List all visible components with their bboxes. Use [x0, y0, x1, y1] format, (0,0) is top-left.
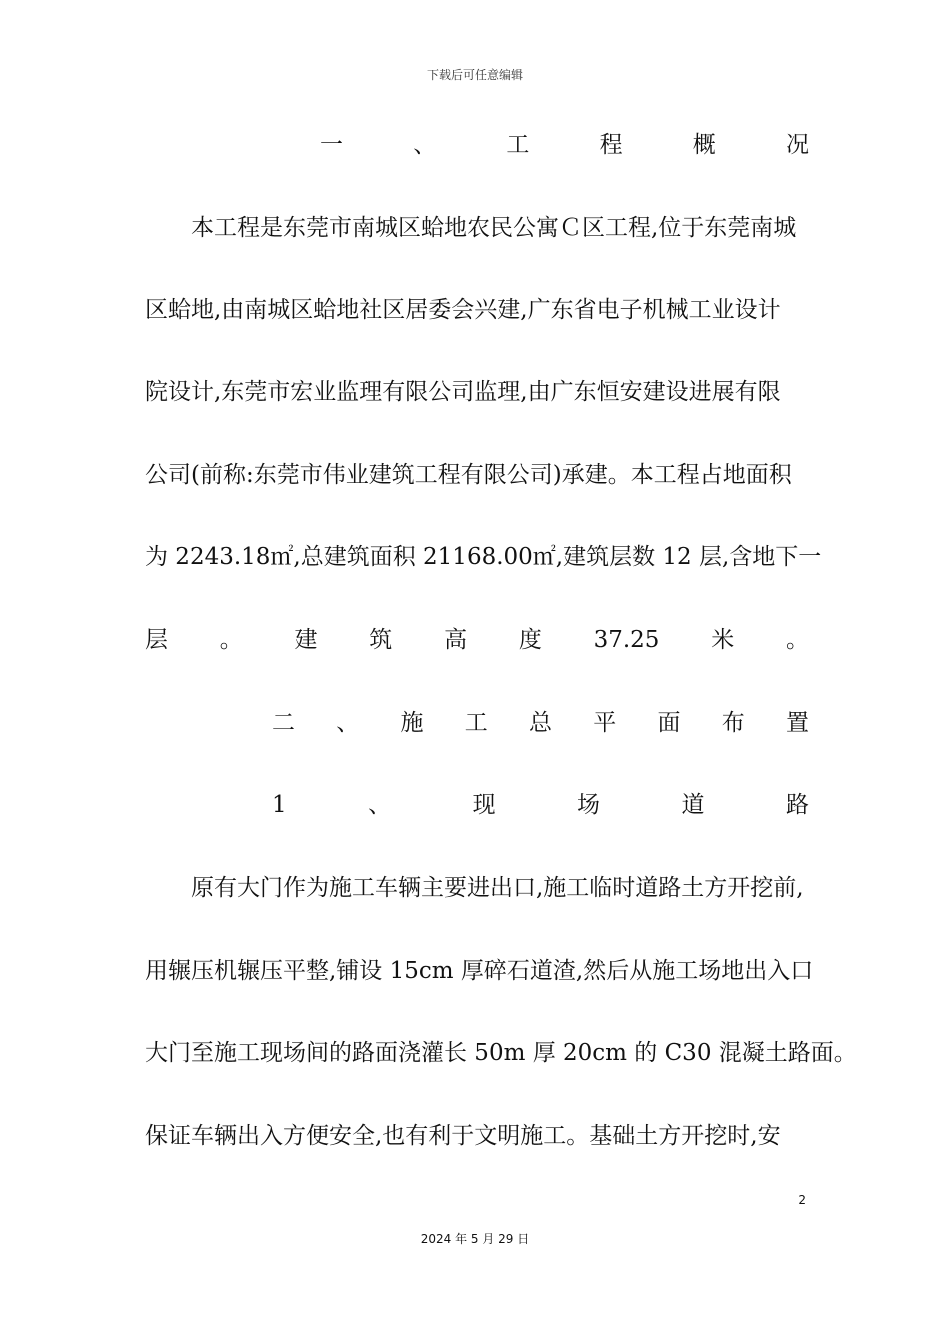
body-line-justified	[145, 625, 809, 655]
page-footer-date: 2024 年 5 月 29 日	[420, 1232, 530, 1246]
heading-char: 平	[593, 710, 617, 736]
heading-char: 二	[272, 710, 295, 736]
body-line: 大门至施工现场间的路面浇灌长 50m 厚 20cm 的 C30 混凝土路面。	[145, 1040, 857, 1066]
page-header: 下载后可任意编辑	[426, 68, 523, 82]
body-line: 院设计,东莞市宏业监理有限公司监理,由广东恒安建设进展有限	[145, 379, 781, 405]
text-fragment: 米	[711, 627, 735, 653]
body-line: 用辗压机辗压平整,铺设 15cm 厚碎石道渣,然后从施工场地出入口	[145, 958, 814, 984]
heading-char: 总	[529, 710, 552, 736]
page-number: 2	[798, 1193, 806, 1207]
heading-char: 工	[464, 710, 488, 736]
heading-char: 施	[400, 710, 424, 736]
section-heading-2	[272, 708, 809, 738]
heading-char: 置	[786, 710, 809, 736]
body-line: 原有大门作为施工车辆主要进出口,施工临时道路土方开挖前,	[145, 875, 804, 901]
body-line: 保证车辆出入方便安全,也有利于文明施工。基础土方开挖时,安	[145, 1123, 781, 1149]
heading-char: 面	[657, 710, 681, 736]
text-fragment: 度	[518, 627, 542, 653]
heading-char: 程	[599, 132, 623, 158]
body-line: 为 2243.18㎡,总建筑面积 21168.00㎡,建筑层数 12 层,含地下一	[145, 544, 822, 570]
heading-char: 况	[785, 132, 809, 158]
heading-char: 1	[272, 792, 287, 818]
heading-char: 工	[506, 132, 530, 158]
heading-char: 道	[681, 792, 705, 818]
body-line: 本工程是东莞市南城区蛤地农民公寓Ｃ区工程,位于东莞南城	[145, 215, 797, 241]
text-fragment: 37.25	[593, 627, 660, 653]
heading-char: 场	[577, 792, 601, 818]
heading-char: 概	[692, 132, 716, 158]
body-line: 公司(前称:东莞市伟业建筑工程有限公司)承建。本工程占地面积	[145, 462, 792, 488]
body-line: 区蛤地,由南城区蛤地社区居委会兴建,广东省电子机械工业设计	[145, 297, 781, 323]
heading-char: 、	[336, 710, 360, 736]
text-fragment: 高	[444, 627, 468, 653]
heading-char: 现	[472, 792, 496, 818]
text-fragment: 。	[219, 627, 243, 653]
text-fragment: 。	[785, 627, 809, 653]
heading-char: 路	[785, 792, 809, 818]
heading-char: 、	[368, 792, 392, 818]
heading-char: 布	[721, 710, 745, 736]
heading-char: 、	[413, 132, 437, 158]
text-fragment: 建	[294, 627, 318, 653]
text-fragment: 层	[145, 627, 168, 653]
heading-char: 一	[320, 132, 343, 158]
text-fragment: 筑	[369, 627, 393, 653]
subsection-heading	[272, 790, 809, 820]
section-heading-1	[320, 130, 809, 160]
